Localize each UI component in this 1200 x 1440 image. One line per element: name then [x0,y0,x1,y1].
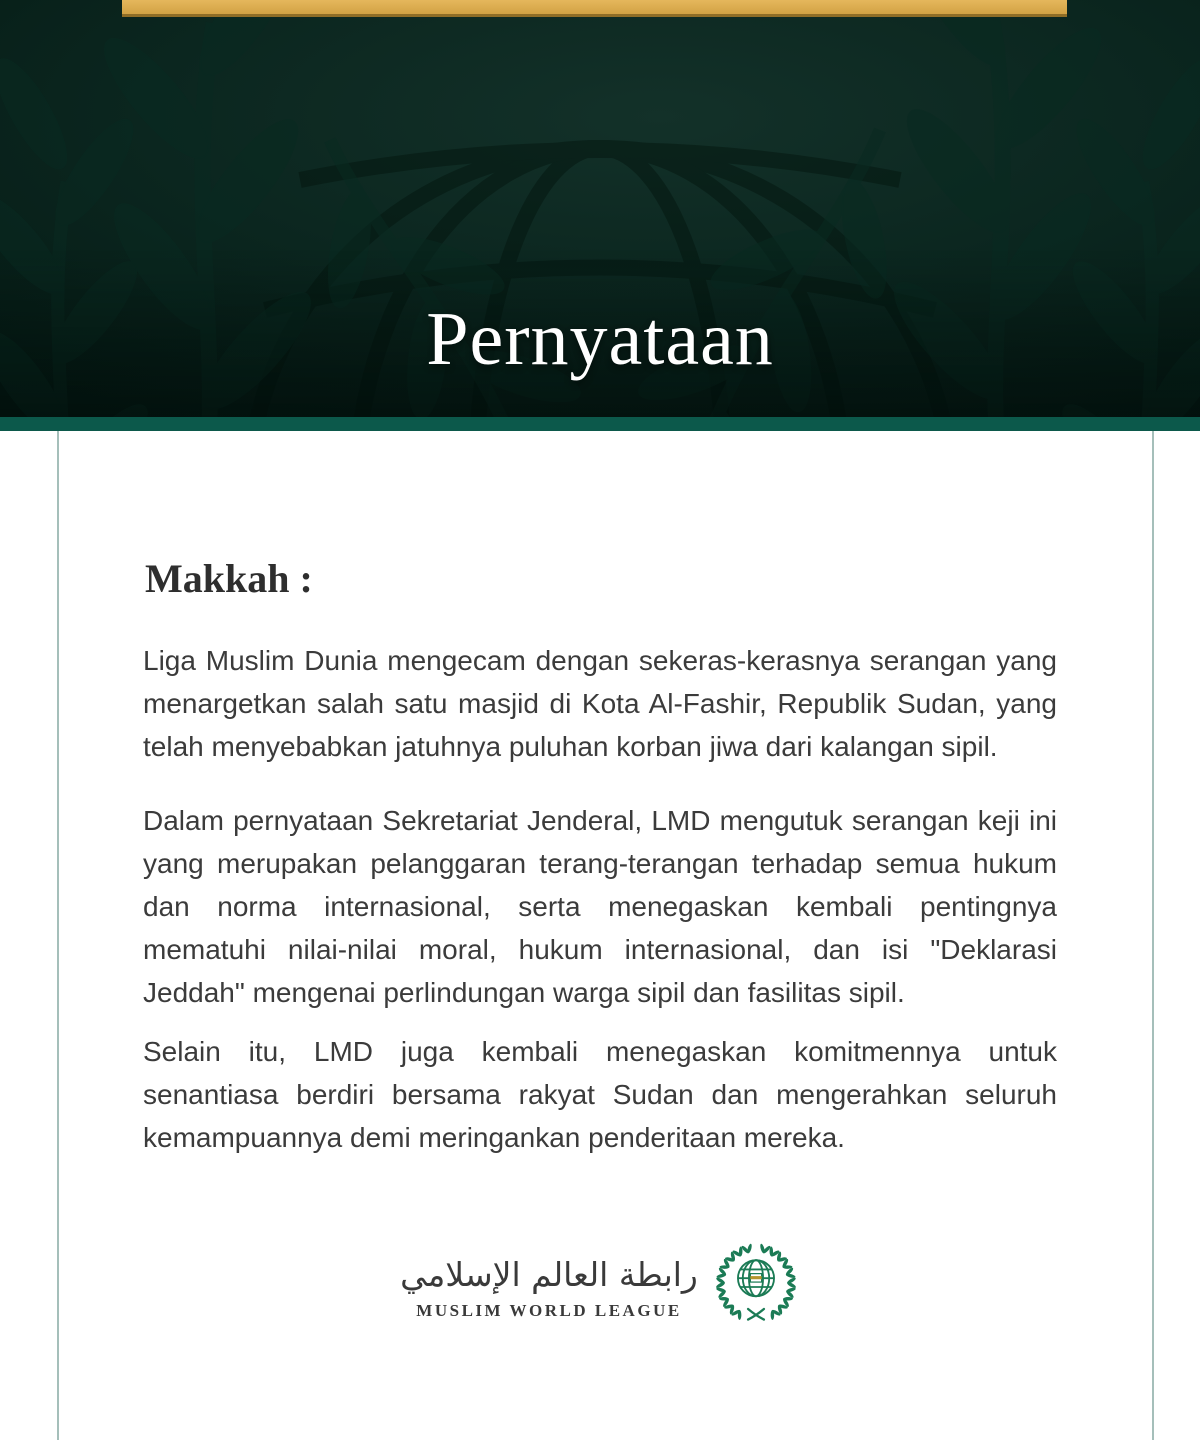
logo-wordmark: MUSLIM WORLD LEAGUE [416,1301,682,1321]
content-card [0,431,1200,1440]
statement-paragraph-1: Liga Muslim Dunia mengecam dengan sekeras-kerasnya serangan yang menargetkan salah satu masjid di Kota Al-Fashir, Republik Sudan, yang telah menyebabkan jatuhnya puluhan korban jiwa dari kalangan sipil. [143,645,1057,762]
mwl-emblem-icon [712,1243,800,1331]
gold-accent-bar [122,0,1067,17]
logo-arabic-calligraphy: رابطة العالم الإسلامي [400,1254,698,1294]
header-divider [0,417,1200,431]
mwl-logo-text [400,1253,698,1322]
statement-paragraph-2: Dalam pernyataan Sekretariat Jenderal, LMD mengutuk serangan keji ini yang merupakan pelanggaran terang-terangan terhadap semua hukum dan norma internasional, serta menegaskan kembali pentingnya mematuhi nilai-nilai moral, hukum internasional, dan isi "Deklarasi Jeddah" mengenai perlindungan warga sipil dan fasilitas sipil. [143,805,1057,1008]
mwl-logo [0,1243,1200,1331]
location-heading: Makkah : [145,556,313,601]
header [0,0,1200,417]
statement-paragraph-3: Selain itu, LMD juga kembali menegaskan komitmennya untuk senantiasa berdiri bersama rakyat Sudan dan mengerahkan seluruh kemampuannya demi meringankan penderitaan mereka. [143,1036,1057,1153]
page-title: Pernyataan [426,297,774,381]
